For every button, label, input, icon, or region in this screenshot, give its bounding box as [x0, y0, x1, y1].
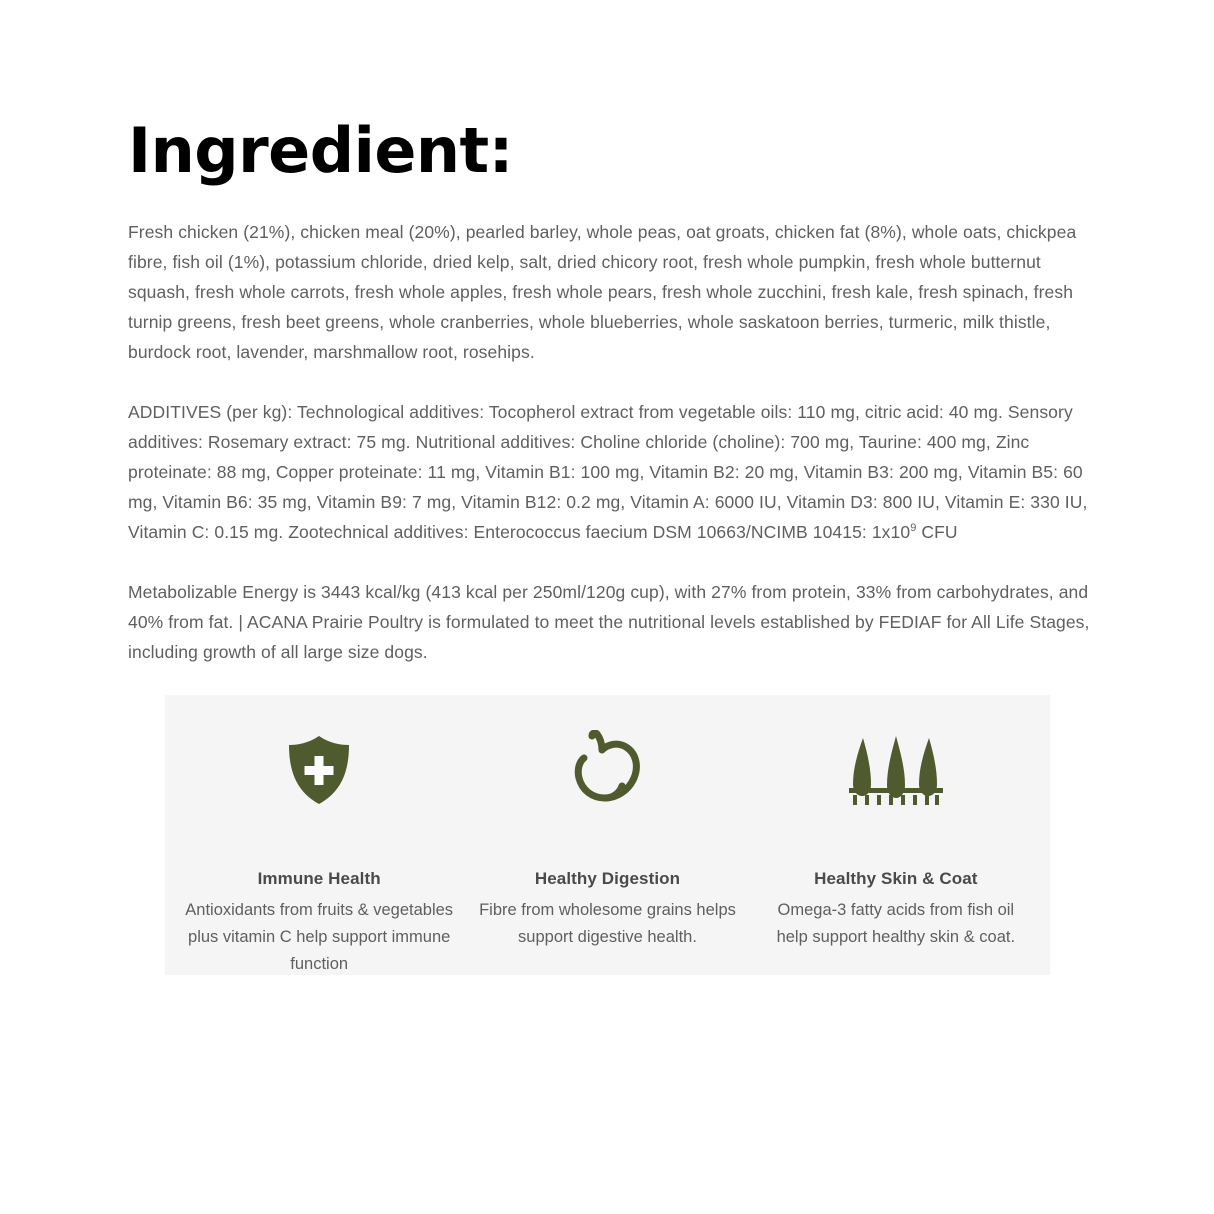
shield-plus-icon: [281, 717, 357, 823]
hair-follicle-icon: [847, 717, 945, 823]
additives-suffix: CFU: [916, 522, 958, 543]
energy-paragraph: Metabolizable Energy is 3443 kcal/kg (413 kcal per 250ml/120g cup), with 27% from protein, 33% from carbohydrates, and 40% from fat. | ACANA Prairie Poultry is formulated to meet the nutritional levels established by FEDIAF for All Life Stages, including growth of all large size dogs.: [128, 582, 1090, 663]
benefit-description: Antioxidants from fruits & vegetables plus vitamin C help support immune function: [185, 901, 454, 973]
additives-text: ADDITIVES (per kg): Technological additives: Tocopherol extract from vegetable oils: 110 mg, citric acid: 40 mg. Sensory additives: Rosemary extract: 75 mg. Nutritional additives: Choline chloride (choline): 700 mg, Taurine: 400 mg, Zinc proteinate: 88 mg, Copper proteinate: 11 mg, Vitamin B1: 100 mg, Vitamin B2: 20 mg, Vitamin B3: 200 mg, Vitamin B5: 60 mg, Vitamin B6: 35 mg, Vitamin B9: 7 mg, Vitamin B12: 0.2 mg, Vitamin A: 6000 IU, Vitamin D3: 800 IU, Vitamin E: 330 IU, Vitamin C: 0.15 mg. Zootechnical additives: Enterococcus faecium DSM 10663/NCIMB 10415: 1x10: [128, 402, 1088, 543]
benefit-title: Immune Health: [257, 869, 381, 888]
ingredients-paragraph: Fresh chicken (21%), chicken meal (20%), pearled barley, whole peas, oat groats, chicken fat (8%), whole oats, chickpea fibre, fish oil (1%), potassium chloride, dried kelp, salt, dried chicory root, fresh whole pumpkin, fresh whole butternut squash, fresh whole carrots, fresh whole apples, fresh whole pears, fresh whole zucchini, fresh kale, fresh spinach, fresh turnip greens, fresh beet greens, whole cranberries, whole blueberries, whole saskatoon berries, turmeric, milk thistle, burdock root, lavender, marshmallow root, rosehips.: [128, 222, 1077, 363]
benefit-title: Healthy Digestion: [534, 869, 681, 888]
benefit-healthy-skin-coat: [752, 717, 1040, 951]
benefits-panel: [165, 695, 1050, 975]
benefit-description: Fibre from wholesome grains helps support digestive health.: [479, 901, 736, 946]
additives-superscript: 9: [910, 522, 917, 535]
benefit-healthy-digestion: [463, 717, 751, 951]
page-title: Ingredient:: [128, 114, 513, 187]
benefit-description: Omega-3 fatty acids from fish oil help support healthy skin & coat.: [776, 901, 1016, 946]
stomach-icon: [562, 717, 652, 823]
benefit-immune-health: [175, 717, 463, 978]
benefit-title: Healthy Skin & Coat: [814, 869, 978, 888]
ingredient-content: [128, 114, 1090, 693]
additives-paragraph: [128, 397, 1090, 547]
